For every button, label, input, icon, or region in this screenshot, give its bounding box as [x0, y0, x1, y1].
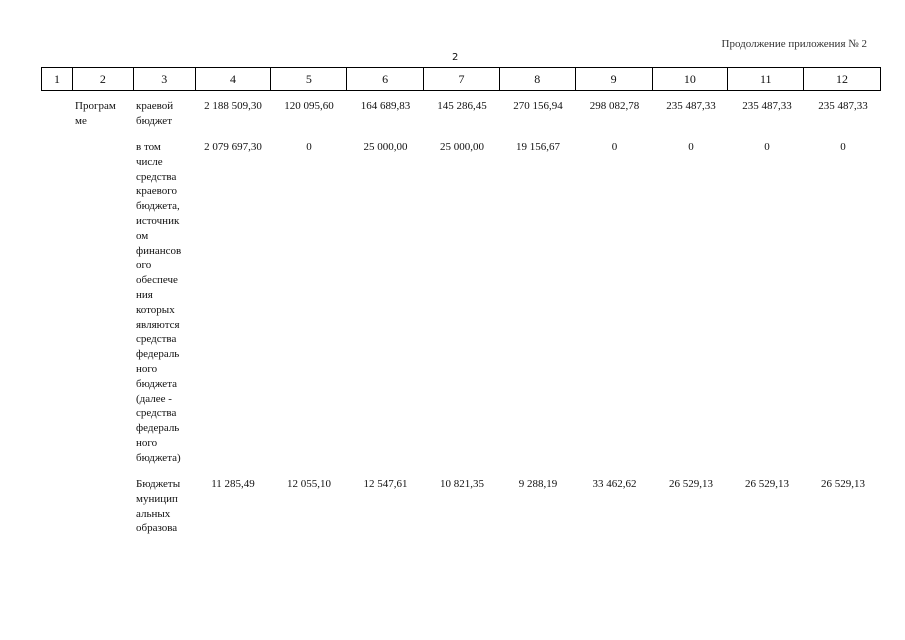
value-cell: 0: [306, 141, 312, 153]
value-cell: 11 285,49: [211, 478, 255, 490]
header-cell: 10: [653, 68, 729, 90]
value-cell: 0: [611, 141, 618, 153]
value-cell: 26 529,13: [745, 478, 789, 490]
header-cell: 6: [347, 68, 424, 90]
value-cell: 33 462,62: [592, 478, 637, 490]
header-cell: 3: [134, 68, 196, 90]
value-cell: 235 487,33: [666, 100, 716, 112]
value-cell: 0: [688, 141, 694, 153]
value-cell: 120 095,60: [284, 100, 334, 112]
value-cell: 0: [764, 141, 770, 153]
value-cell: 12 055,10: [287, 478, 331, 490]
header-cell: 7: [424, 68, 500, 90]
header-cell: 9: [576, 68, 653, 90]
value-cell: 25 000,00: [440, 141, 484, 153]
header-cell: 5: [271, 68, 347, 90]
page-number: 2: [452, 52, 459, 63]
table-header-row: [41, 67, 881, 91]
value-cell: 145 286,45: [437, 100, 487, 112]
row-category-cell: Програм ме: [75, 100, 116, 127]
value-cell: 9 288,19: [518, 478, 558, 490]
header-cell: 4: [196, 68, 272, 90]
value-cell: 26 529,13: [821, 478, 865, 490]
value-cell: 2 188 509,30: [204, 100, 262, 112]
value-cell: 235 487,33: [742, 100, 792, 112]
row-source-cell: в том числе средства краевого бюджета, источник ом финансов ого обеспече ния которых являются средства федераль ного бюджета (далее - средства федераль ного бюджета): [136, 141, 182, 464]
value-cell: 235 487,33: [818, 100, 868, 112]
continuation-label: Продолжение приложения № 2: [721, 38, 867, 50]
value-cell: 298 082,78: [589, 100, 640, 112]
value-cell: 10 821,35: [440, 478, 484, 490]
header-cell: 11: [728, 68, 804, 90]
value-cell: 2 079 697,30: [204, 141, 262, 153]
value-cell: 164 689,83: [360, 100, 411, 112]
header-cell: 1: [42, 68, 73, 90]
value-cell: 12 547,61: [363, 478, 408, 490]
header-cell: 12: [836, 71, 849, 86]
value-cell: 25 000,00: [363, 141, 408, 153]
value-cell: 0: [840, 141, 846, 153]
row-source-cell: Бюджеты муницип альных образова: [136, 478, 181, 535]
header-cell: 2: [73, 68, 134, 90]
value-cell: 19 156,67: [516, 141, 560, 153]
value-cell: 270 156,94: [513, 100, 563, 112]
header-cell: 8: [500, 68, 576, 90]
value-cell: 26 529,13: [669, 478, 713, 490]
row-source-cell: краевой бюджет: [136, 100, 174, 127]
